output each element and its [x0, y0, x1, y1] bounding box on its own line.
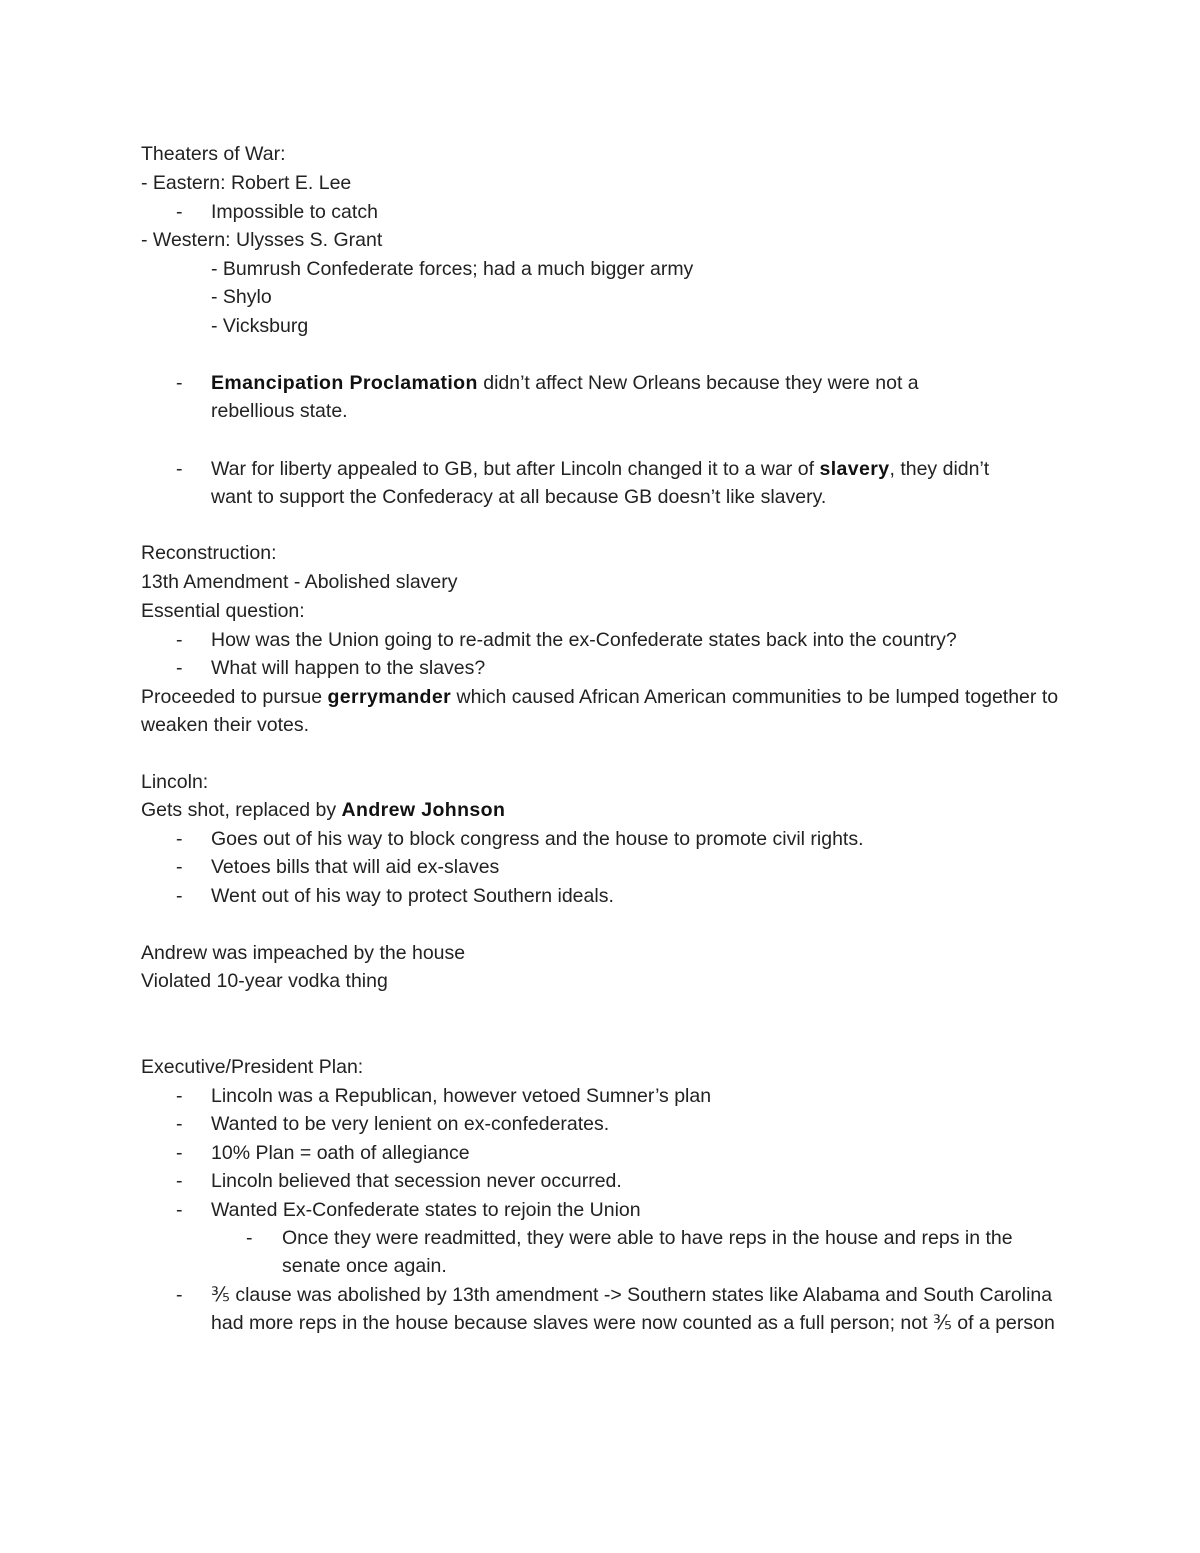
bullet: - — [176, 201, 183, 223]
emancipation-term: Emancipation Proclamation — [211, 372, 478, 394]
bullet: - — [176, 856, 183, 878]
bullet: - — [176, 1142, 183, 1164]
gerrymander-paragraph — [141, 683, 1061, 739]
gerrymander-text-post: which caused African American communities to be lumped together to weaken their votes. — [141, 686, 1059, 736]
andrew-johnson-term: Andrew Johnson — [341, 799, 506, 821]
liberty-text-post: , they didn’t want to support the Confederacy at all because GB doesn’t like slavery. — [211, 458, 990, 508]
western-sub-item: - Vicksburg — [211, 315, 309, 337]
lincoln-item: Went out of his way to protect Southern ideals. — [211, 885, 614, 907]
eastern-sub-item: Impossible to catch — [211, 201, 378, 223]
question-item: What will happen to the slaves? — [211, 657, 486, 679]
bullet: - — [176, 1284, 183, 1306]
western-sub-item: - Shylo — [211, 286, 272, 308]
bullet: - — [176, 372, 183, 394]
impeached-line: Andrew was impeached by the house — [141, 942, 466, 964]
three-fifths-item: ⅗ clause was abolished by 13th amendment -> Southern states like Alabama and South Carolina had more reps in the house because slaves were now counted as a full person; not ⅗ of a person — [211, 1284, 1055, 1334]
bullet: - — [176, 828, 183, 850]
shot-text: Gets shot, replaced by — [141, 799, 342, 821]
gerrymander-text-pre: Proceeded to pursue — [141, 686, 328, 708]
bullet: - — [176, 657, 183, 679]
executive-item: Lincoln believed that secession never occurred. — [211, 1170, 622, 1192]
question-item: How was the Union going to re-admit the ex-Confederate states back into the country? — [211, 629, 957, 651]
bullet: - — [176, 458, 183, 480]
western-line: - Western: Ulysses S. Grant — [141, 229, 383, 251]
bullet: - — [176, 1199, 183, 1221]
gerrymander-term: gerrymander — [327, 686, 452, 708]
emancipation-item — [211, 369, 1001, 425]
executive-sub-item: Once they were readmitted, they were able to have reps in the house and reps in the senate once again. — [282, 1227, 1013, 1277]
lincoln-item: Goes out of his way to block congress and the house to promote civil rights. — [211, 828, 864, 850]
violated-line: Violated 10-year vodka thing — [141, 970, 388, 992]
executive-item: Wanted to be very lenient on ex-confederates. — [211, 1113, 610, 1135]
slavery-term: slavery — [819, 458, 890, 480]
shot-line — [141, 796, 505, 824]
lincoln-item: Vetoes bills that will aid ex-slaves — [211, 856, 500, 878]
theaters-heading: Theaters of War: — [141, 143, 286, 165]
bullet: - — [246, 1227, 253, 1249]
eastern-line: - Eastern: Robert E. Lee — [141, 172, 352, 194]
western-sub-item: - Bumrush Confederate forces; had a much bigger army — [211, 258, 694, 280]
executive-item: 10% Plan = oath of allegiance — [211, 1142, 470, 1164]
liberty-text-pre: War for liberty appealed to GB, but after Lincoln changed it to a war of — [211, 458, 820, 480]
emancipation-text: didn’t affect New Orleans because they were not a rebellious state. — [211, 372, 919, 422]
bullet: - — [176, 1113, 183, 1135]
reconstruction-heading: Reconstruction: — [141, 542, 277, 564]
liberty-item — [211, 455, 1031, 511]
bullet: - — [176, 1170, 183, 1192]
executive-heading: Executive/President Plan: — [141, 1056, 364, 1078]
bullet: - — [176, 1085, 183, 1107]
bullet: - — [176, 629, 183, 651]
bullet: - — [176, 885, 183, 907]
amendment-line: 13th Amendment - Abolished slavery — [141, 571, 458, 593]
executive-item: Wanted Ex-Confederate states to rejoin the Union — [211, 1199, 641, 1221]
executive-item: Lincoln was a Republican, however vetoed Sumner’s plan — [211, 1085, 712, 1107]
essential-question-label: Essential question: — [141, 600, 305, 622]
lincoln-heading: Lincoln: — [141, 771, 209, 793]
